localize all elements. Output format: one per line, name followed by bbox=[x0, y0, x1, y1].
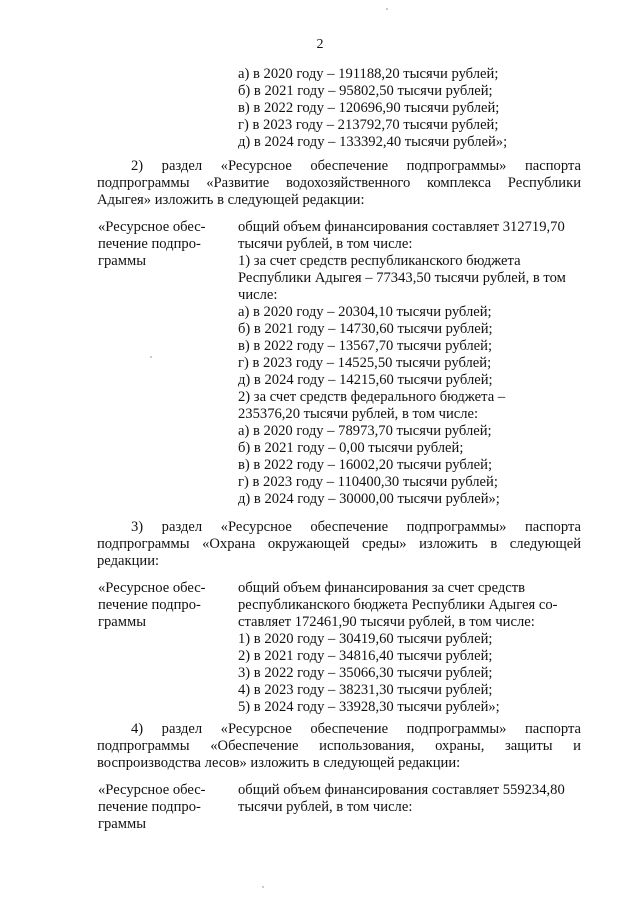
table-label: граммы bbox=[98, 253, 147, 269]
table-label: печение подпро- bbox=[98, 799, 201, 815]
scan-speck bbox=[150, 356, 152, 358]
table-body-line: б) в 2021 году – 14730,60 тысячи рублей; bbox=[238, 321, 493, 337]
section-paragraph-line: редакции: bbox=[97, 553, 160, 569]
table-body-line: д) в 2024 году – 30000,00 тысячи рублей»; bbox=[238, 491, 500, 507]
table-label: граммы bbox=[98, 816, 147, 832]
page-number: 2 bbox=[316, 37, 324, 52]
table-body-line: 5) в 2024 году – 33928,30 тысячи рублей»; bbox=[238, 699, 500, 715]
scan-speck bbox=[386, 8, 388, 10]
table-label: граммы bbox=[98, 614, 147, 630]
table-label: «Ресурсное обес- bbox=[98, 580, 206, 596]
table-body-line: а) в 2020 году – 20304,10 тысячи рублей; bbox=[238, 304, 492, 320]
table-body-line: 235376,20 тысячи рублей, в том числе: bbox=[238, 406, 479, 422]
table-body-line: 4) в 2023 году – 38231,30 тысячи рублей; bbox=[238, 682, 493, 698]
table-body-line: общий объем финансирования составляет 312719,70 bbox=[238, 219, 565, 235]
table-body-line: ставляет 172461,90 тысячи рублей, в том числе: bbox=[238, 614, 535, 630]
section-paragraph-line: подпрограммы «Развитие водохозяйственного комплекса Республики bbox=[97, 175, 581, 191]
table-label: печение подпро- bbox=[98, 597, 201, 613]
table-body-line: г) в 2023 году – 110400,30 тысячи рублей; bbox=[238, 474, 498, 490]
table-body-line: 3) в 2022 году – 35066,30 тысячи рублей; bbox=[238, 665, 493, 681]
table-body-line: общий объем финансирования составляет 559234,80 bbox=[238, 782, 565, 798]
section-paragraph-line: воспроизводства лесов» изложить в следующей редакции: bbox=[97, 755, 461, 771]
table-body-line: республиканского бюджета Республики Адыгея со- bbox=[238, 597, 558, 613]
table-body-line: 2) за счет средств федерального бюджета – bbox=[238, 389, 506, 405]
list-item: г) в 2023 году – 213792,70 тысячи рублей; bbox=[238, 117, 499, 133]
table-body-line: тысячи рублей, в том числе: bbox=[238, 799, 413, 815]
table-label: печение подпро- bbox=[98, 236, 201, 252]
section-paragraph-line: 3) раздел «Ресурсное обеспечение подпрограммы» паспорта bbox=[131, 519, 581, 535]
table-body-line: 2) в 2021 году – 34816,40 тысячи рублей; bbox=[238, 648, 493, 664]
table-body-line: в) в 2022 году – 16002,20 тысячи рублей; bbox=[238, 457, 493, 473]
table-label: «Ресурсное обес- bbox=[98, 219, 206, 235]
table-body-line: тысячи рублей, в том числе: bbox=[238, 236, 413, 252]
list-item: в) в 2022 году – 120696,90 тысячи рублей; bbox=[238, 100, 500, 116]
table-label: «Ресурсное обес- bbox=[98, 782, 206, 798]
section-paragraph-line: подпрограммы «Обеспечение использования, охраны, защиты и bbox=[97, 738, 581, 754]
table-body-line: г) в 2023 году – 14525,50 тысячи рублей; bbox=[238, 355, 492, 371]
table-body-line: 1) за счет средств республиканского бюджета bbox=[238, 253, 521, 269]
table-body-line: числе: bbox=[238, 287, 278, 303]
section-paragraph-line: Адыгея» изложить в следующей редакции: bbox=[97, 192, 365, 208]
table-body-line: Республики Адыгея – 77343,50 тысячи рублей, в том bbox=[238, 270, 566, 286]
table-body-line: д) в 2024 году – 14215,60 тысячи рублей; bbox=[238, 372, 493, 388]
table-body-line: в) в 2022 году – 13567,70 тысячи рублей; bbox=[238, 338, 493, 354]
section-paragraph-line: 4) раздел «Ресурсное обеспечение подпрограммы» паспорта bbox=[131, 721, 581, 737]
scan-speck bbox=[262, 886, 264, 888]
section-paragraph-line: 2) раздел «Ресурсное обеспечение подпрограммы» паспорта bbox=[131, 158, 581, 174]
table-body-line: б) в 2021 году – 0,00 тысячи рублей; bbox=[238, 440, 464, 456]
section-paragraph-line: подпрограммы «Охрана окружающей среды» изложить в следующей bbox=[97, 536, 581, 552]
table-body-line: общий объем финансирования за счет средств bbox=[238, 580, 526, 596]
list-item: а) в 2020 году – 191188,20 тысячи рублей; bbox=[238, 66, 499, 82]
list-item: б) в 2021 году – 95802,50 тысячи рублей; bbox=[238, 83, 493, 99]
table-body-line: а) в 2020 году – 78973,70 тысячи рублей; bbox=[238, 423, 492, 439]
list-item: д) в 2024 году – 133392,40 тысячи рублей»; bbox=[238, 134, 508, 150]
table-body-line: 1) в 2020 году – 30419,60 тысячи рублей; bbox=[238, 631, 493, 647]
